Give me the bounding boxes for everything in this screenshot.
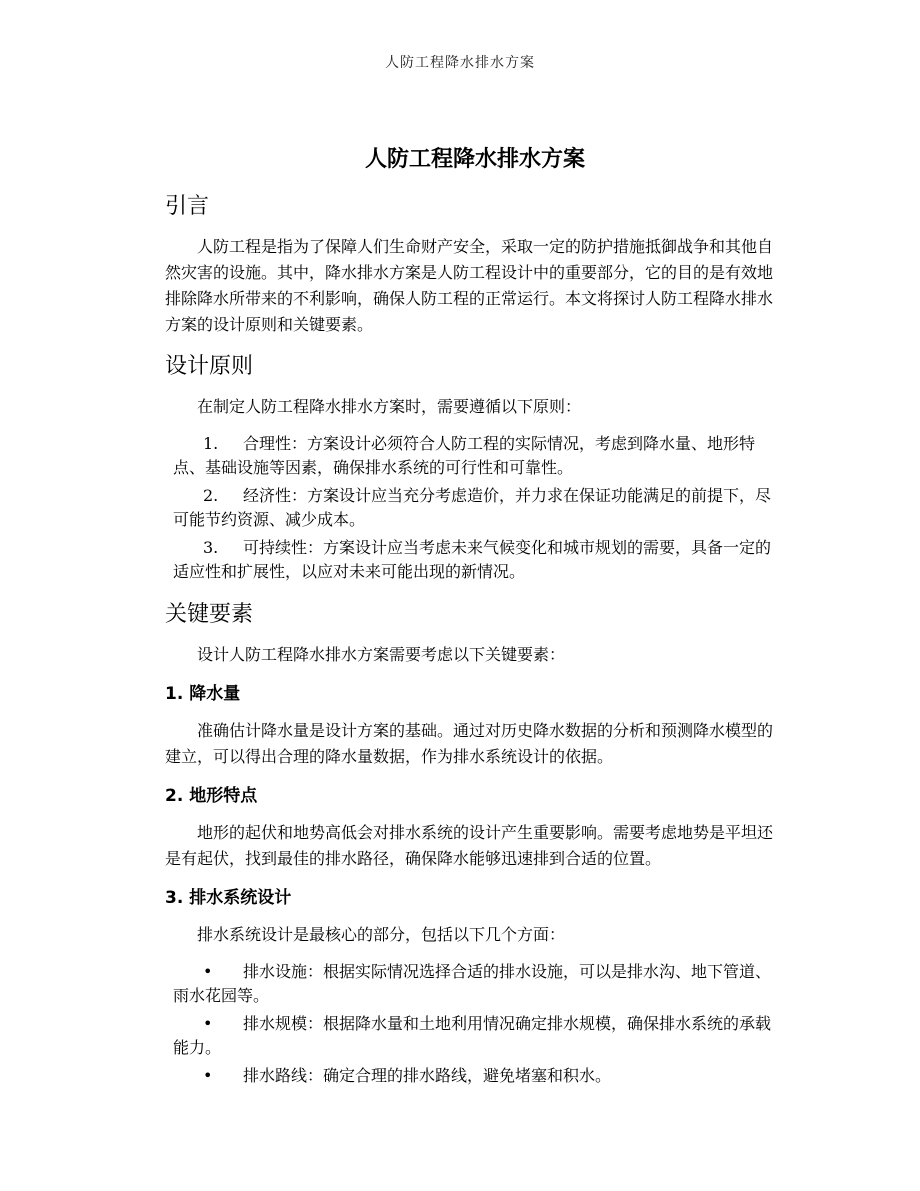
subsection-heading-rainfall: 1. 降水量: [165, 684, 241, 704]
list-number: 2.: [203, 486, 219, 505]
drainage-design-paragraph: 排水系统设计是最核心的部分，包括以下几个方面：: [197, 925, 566, 944]
subsection-heading-drainage-design: 3. 排水系统设计: [165, 888, 292, 908]
section-heading-key-elements: 关键要素: [165, 602, 254, 627]
bullet-icon: •: [203, 1014, 213, 1033]
list-item-text: 可持续性：方案设计应当考虑未来气候变化和城市规划的需要，具备一定的适应性和扩展性，以应对未来可能出现的新情况。: [173, 538, 772, 581]
principles-lead: 在制定人防工程降水排水方案时，需要遵循以下原则：: [197, 397, 582, 416]
principles-list: [165, 432, 785, 584]
list-item: [165, 960, 785, 1008]
section-principles: [165, 350, 785, 584]
list-item-text: 合理性：方案设计必须符合人防工程的实际情况，考虑到降水量、地形特点、基础设施等因素，确保排水系统的可行性和可靠性。: [173, 434, 756, 477]
list-item-text: 排水设施：根据实际情况选择合适的排水设施，可以是排水沟、地下管道、雨水花园等。: [173, 962, 772, 1005]
section-heading-intro: 引言: [165, 194, 210, 219]
terrain-paragraph: 地形的起伏和地势高低会对排水系统的设计产生重要影响。需要考虑地势是平坦还是有起伏，找到最佳的排水路径，确保降水能够迅速排到合适的位置。: [165, 823, 774, 868]
section-key-elements: [165, 598, 785, 1088]
list-item: [165, 1012, 785, 1060]
page-header: 人防工程降水排水方案: [385, 55, 535, 71]
bullet-icon: •: [203, 1066, 213, 1085]
section-intro: [165, 190, 785, 338]
rainfall-paragraph: 准确估计降水量是设计方案的基础。通过对历史降水数据的分析和预测降水模型的建立，可以得出合理的降水量数据，作为排水系统设计的依据。: [165, 721, 774, 766]
document-title: 人防工程降水排水方案: [364, 147, 585, 172]
intro-paragraph: 人防工程是指为了保障人们生命财产安全，采取一定的防护措施抵御战争和其他自然灾害的设施。其中，降水排水方案是人防工程设计中的重要部分，它的目的是有效地排除降水所带来的不利影响，确保人防工程的正常运行。本文将探讨人防工程降水排水方案的设计原则和关键要素。: [165, 237, 774, 334]
section-heading-principles: 设计原则: [165, 354, 254, 379]
list-number: 1.: [203, 434, 219, 453]
subsection-heading-terrain: 2. 地形特点: [165, 786, 258, 806]
list-item-text: 排水规模：根据降水量和土地利用情况确定排水规模，确保排水系统的承载能力。: [173, 1014, 772, 1057]
bullet-icon: •: [203, 962, 213, 981]
key-elements-lead: 设计人防工程降水排水方案需要考虑以下关键要素：: [197, 645, 566, 664]
list-item: [165, 432, 785, 480]
drainage-design-list: [165, 960, 785, 1088]
document-body: [165, 144, 785, 1102]
list-item-text: 排水路线：确定合理的排水路线，避免堵塞和积水。: [243, 1066, 612, 1085]
list-item-text: 经济性：方案设计应当充分考虑造价，并力求在保证功能满足的前提下，尽可能节约资源、减少成本。: [173, 486, 772, 529]
list-number: 3.: [203, 538, 219, 557]
list-item: [165, 484, 785, 532]
list-item: [165, 1064, 785, 1088]
list-item: [165, 536, 785, 584]
